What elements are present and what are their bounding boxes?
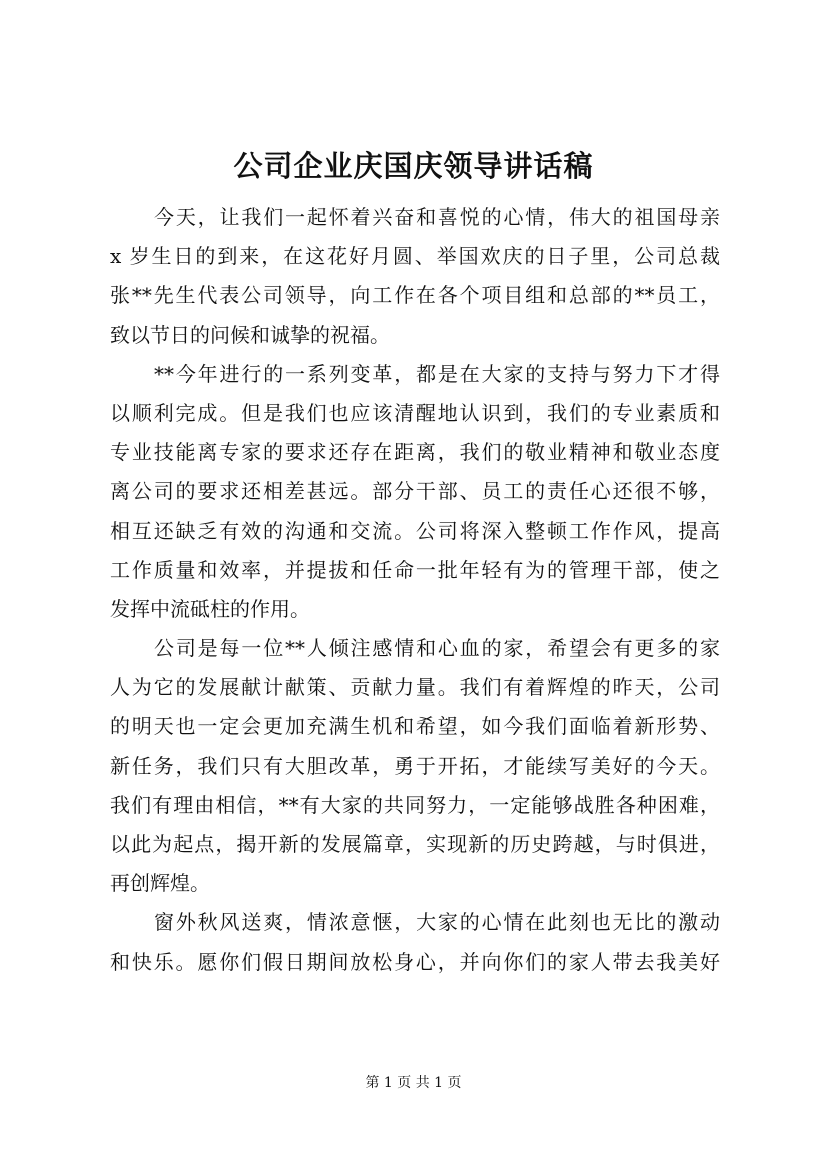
paragraph-line: 离公司的要求还相差甚远。部分干部、员工的责任心还很不够， — [110, 479, 720, 504]
paragraph-line: **今年进行的一系列变革，都是在大家的支持与努力下才得 — [154, 361, 720, 386]
paragraph-line: 人为它的发展献计献策、贡献力量。我们有着辉煌的昨天，公司 — [110, 675, 720, 700]
paragraph-4 — [110, 903, 720, 981]
paragraph-line: 专业技能离专家的要求还存在距离，我们的敬业精神和敬业态度 — [110, 440, 720, 465]
paragraph-line: 发挥中流砥柱的作用。 — [110, 596, 310, 621]
paragraph-line: 和快乐。愿你们假日期间放松身心，并向你们的家人带去我美好 — [110, 949, 720, 974]
paragraph-line: 今天，让我们一起怀着兴奋和喜悦的心情，伟大的祖国母亲 — [154, 205, 720, 229]
paragraph-line: 再创辉煌。 — [110, 871, 210, 896]
paragraph-line: 以顺利完成。但是我们也应该清醒地认识到，我们的专业素质和 — [110, 400, 720, 425]
paragraph-line: 公司是每一位**人倾注感情和心血的家，希望会有更多的家 — [154, 636, 720, 661]
document-body — [110, 198, 720, 982]
paragraph-line: 的明天也一定会更加充满生机和希望，如今我们面临着新形势、 — [110, 714, 720, 739]
paragraph-line: 致以节日的问候和诚挚的祝福。 — [110, 322, 390, 347]
paragraph-line: 我们有理由相信，**有大家的共同努力，一定能够战胜各种困难， — [110, 792, 720, 817]
document-title: 公司企业庆国庆领导讲话稿 — [233, 149, 594, 183]
paragraph-line: 窗外秋风送爽，情浓意惬，大家的心情在此刻也无比的激动 — [154, 910, 720, 935]
paragraph-2 — [110, 355, 720, 629]
paragraph-line: 以此为起点，揭开新的发展篇章，实现新的历史跨越，与时俱进， — [110, 832, 720, 856]
page-number-footer: 第 1 页 共 1 页 — [365, 1075, 462, 1091]
paragraph-1 — [110, 198, 720, 355]
paragraph-line: 张**先生代表公司领导，向工作在各个项目组和总部的**员工， — [110, 283, 720, 308]
paragraph-line: x 岁生日的到来，在这花好月圆、举国欢庆的日子里，公司总裁 — [110, 244, 720, 269]
paragraph-3 — [110, 629, 720, 903]
paragraph-line: 相互还缺乏有效的沟通和交流。公司将深入整顿工作作风，提高 — [110, 518, 720, 543]
paragraph-line: 工作质量和效率，并提拔和任命一批年轻有为的管理干部，使之 — [110, 557, 720, 582]
paragraph-line: 新任务，我们只有大胆改革，勇于开拓，才能续写美好的今天。 — [110, 753, 720, 778]
